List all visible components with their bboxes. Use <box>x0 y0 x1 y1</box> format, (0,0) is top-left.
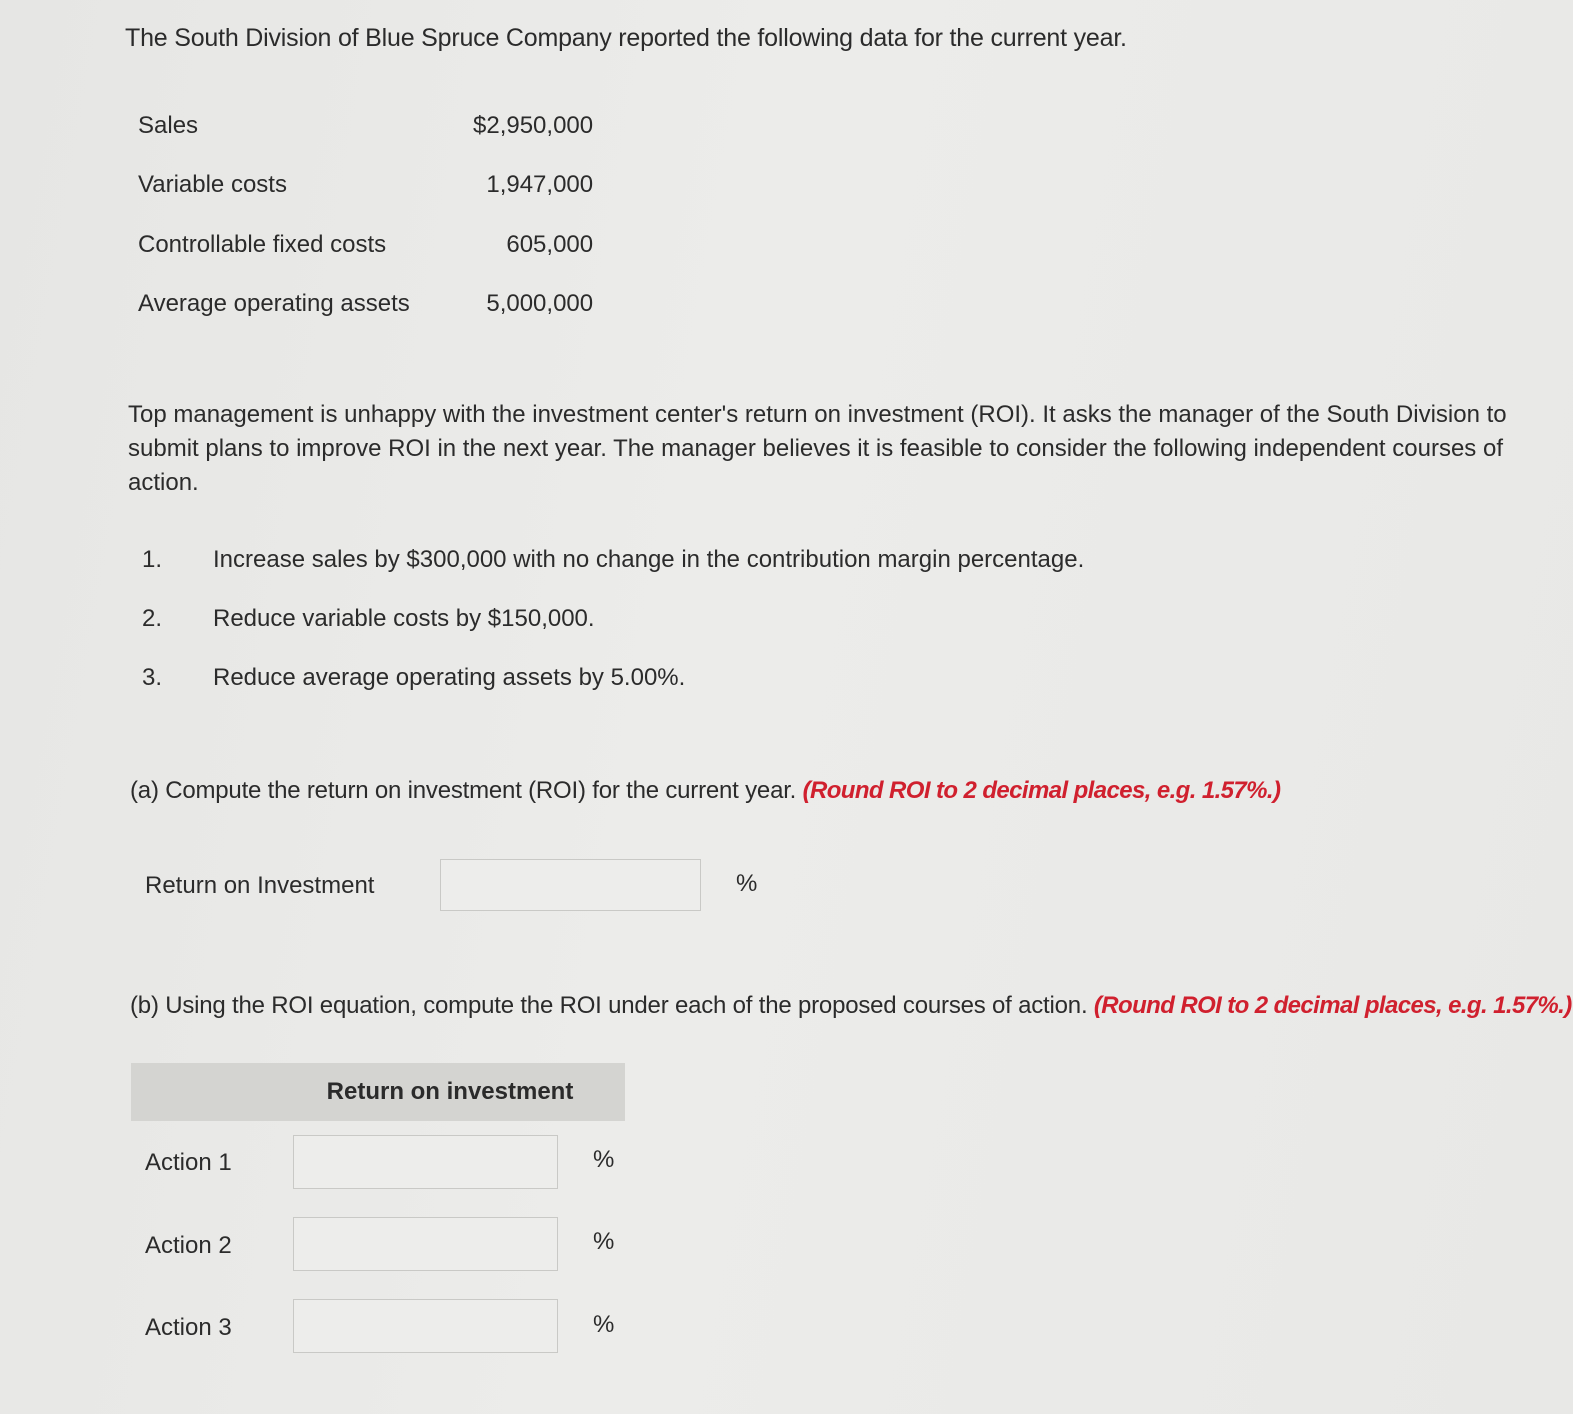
row-value-variable-costs: 1,947,000 <box>486 171 594 199</box>
action-3-label: Action 3 <box>145 1314 232 1341</box>
problem-paragraph: Top management is unhappy with the investment center's return on investment (ROI). It asks the manager of the South Division to submit plans to improve ROI in the next year. The manager believes it is feasible to consider the following independent courses of action. <box>128 401 1507 496</box>
row-value-sales: $2,950,000 <box>473 111 594 139</box>
roi-action-2-input[interactable] <box>293 1217 558 1271</box>
percent-unit: % <box>593 1228 615 1255</box>
division-data-table <box>138 96 593 334</box>
percent-unit: % <box>593 1146 615 1173</box>
action-2-label: Action 2 <box>145 1232 232 1259</box>
action-text: Increase sales by $300,000 with no change in the contribution margin percentage. <box>213 546 1085 573</box>
roi-action-3-input[interactable] <box>293 1299 558 1353</box>
row-label-average-operating-assets: Average operating assets <box>138 290 410 318</box>
part-b-question <box>130 992 1572 1020</box>
list-item <box>142 605 1084 664</box>
percent-unit: % <box>736 870 758 897</box>
part-b-hint: (Round ROI to 2 decimal places, e.g. 1.57%.) <box>1093 992 1572 1019</box>
row-value-controllable-fixed-costs: 605,000 <box>506 230 594 258</box>
roi-column-header-text: Return on investment <box>326 1078 574 1105</box>
action-1-label: Action 1 <box>145 1149 232 1176</box>
table-row <box>138 96 593 156</box>
part-a-hint: (Round ROI to 2 decimal places, e.g. 1.57%.) <box>802 777 1281 804</box>
row-label-sales: Sales <box>138 111 199 139</box>
list-item <box>142 546 1084 605</box>
action-number: 3. <box>142 664 163 691</box>
row-value-average-operating-assets: 5,000,000 <box>486 290 594 318</box>
row-label-controllable-fixed-costs: Controllable fixed costs <box>138 230 387 258</box>
table-row <box>138 275 593 335</box>
roi-current-year-input[interactable] <box>440 859 701 911</box>
actions-list <box>142 546 1084 723</box>
percent-unit: % <box>593 1311 615 1338</box>
list-item <box>142 664 1084 723</box>
action-text: Reduce average operating assets by 5.00%. <box>213 664 686 691</box>
part-a-question <box>130 777 1280 805</box>
roi-column-header <box>131 1063 625 1121</box>
roi-row-label: Return on Investment <box>145 872 375 899</box>
row-label-variable-costs: Variable costs <box>138 171 287 199</box>
action-text: Reduce variable costs by $150,000. <box>213 605 595 632</box>
part-a-question-text: (a) Compute the return on investment (ROI) for the current year. <box>130 777 797 804</box>
table-row <box>138 156 593 216</box>
table-row <box>138 215 593 275</box>
action-number: 1. <box>142 546 163 573</box>
intro-text: The South Division of Blue Spruce Company reported the following data for the current year. <box>125 24 1127 52</box>
roi-action-1-input[interactable] <box>293 1135 558 1189</box>
part-b-question-text: (b) Using the ROI equation, compute the ROI under each of the proposed courses of action. <box>130 992 1088 1019</box>
action-number: 2. <box>142 605 163 632</box>
